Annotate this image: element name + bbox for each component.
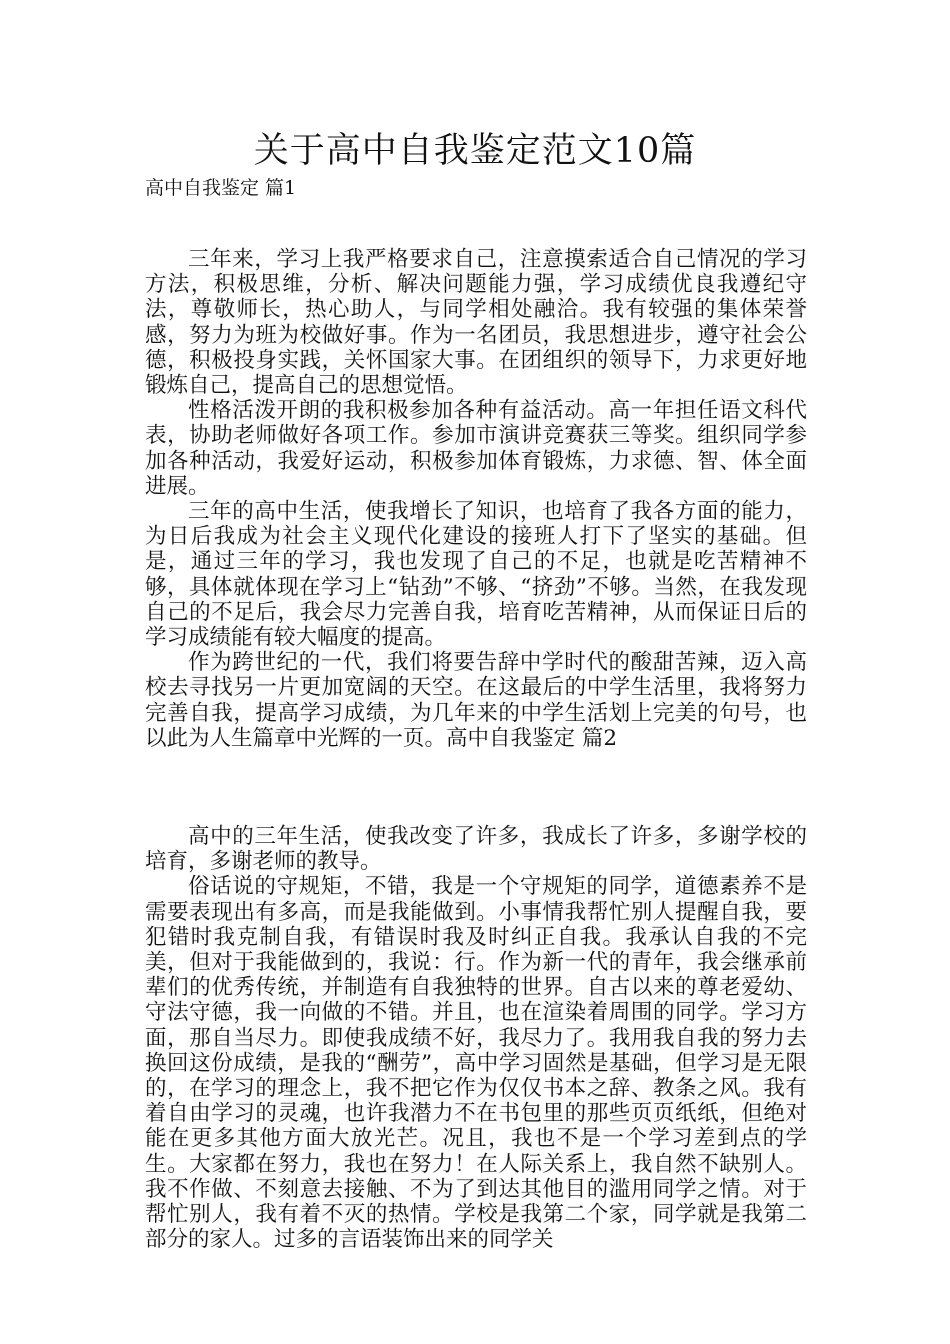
section-heading-2: 高中自我鉴定 篇2 [446,725,618,751]
paragraph: 三年的高中生活，使我增长了知识，也培育了我各方面的能力，为日后我成为社会主义现代化建设的接班人打下了坚实的基础。但是，通过三年的学习，我也发现了自己的不足，也就是吃苦精神不够，具体就体现在学习上“钻劲”不够、“挤劲”不够。当然，在我发现自己的不足后，我会尽力完善自我，培育吃苦精神，从而保证日后的学习成绩能有较大幅度的提高。 [145,499,807,651]
paragraph: 三年来，学习上我严格要求自己，注意摸索适合自己情况的学习方法，积极思维，分析、解决问题能力强，学习成绩优良我遵纪守法，尊敬师长，热心助人，与同学相处融洽。我有较强的集体荣誉感，努力为班为校做好事。作为一名团员，我思想进步，遵守社会公德，积极投身实践，关怀国家大事。在团组织的领导下，力求更好地锻炼自己，提高自己的思想觉悟。 [145,247,807,399]
section-heading-1: 高中自我鉴定 篇1 [145,177,297,199]
paragraph: 俗话说的守规矩，不错，我是一个守规矩的同学，道德素养不是需要表现出有多高，而是我能做到。小事情我帮忙别人提醒自我，要犯错时我克制自我，有错误时我及时纠正自我。我承认自我的不完美，但对于我能做到的，我说：行。作为新一代的青年，我会继承前辈们的优秀传统，并制造有自我独特的世界。自古以来的尊老爱幼、守法守德，我一向做的不错。并且，也在渲染着周围的同学。学习方面，那自当尽力。即使我成绩不好，我尽力了。我用我自我的努力去换回这份成绩，是我的“酬劳”，高中学习固然是基础，但学习是无限的，在学习的理念上，我不把它作为仅仅书本之辞、教条之风。我有着自由学习的灵魂，也许我潜力不在书包里的那些页页纸纸，但绝对能在更多其他方面大放光芒。况且，我也不是一个学习差到点的学生。大家都在努力，我也在努力！在人际关系上，我自然不缺别人。我不作做、不刻意去接触、不为了到达其他目的滥用同学之情。对于帮忙别人，我有着不灭的热情。学校是我第二个家，同学就是我第二部分的家人。过多的言语装饰出来的同学关 [145,874,807,1253]
paragraph: 性格活泼开朗的我积极参加各种有益活动。高一年担任语文科代表，协助老师做好各项工作。参加市演讲竞赛获三等奖。组织同学参加各种活动，我爱好运动，积极参加体育锻炼，力求德、智、体全面进展。 [145,398,807,499]
section-1-body [145,247,807,751]
document-title: 关于高中自我鉴定范文10篇 [253,131,697,171]
paragraph [145,650,807,751]
paragraph-text: 作为跨世纪的一代，我们将要告辞中学时代的酸甜苦辣，迈入高校去寻找另一片更加宽阔的天空。在这最后的中学生活里，我将努力完善自我，提高学习成绩，为几年来的中学生活划上完美的句号，也以此为人生篇章中光辉的一页。 [145,650,807,751]
paragraph: 高中的三年生活，使我改变了许多，我成长了许多，多谢学校的培育，多谢老师的教导。 [145,824,807,875]
section-2-body [145,824,807,1252]
